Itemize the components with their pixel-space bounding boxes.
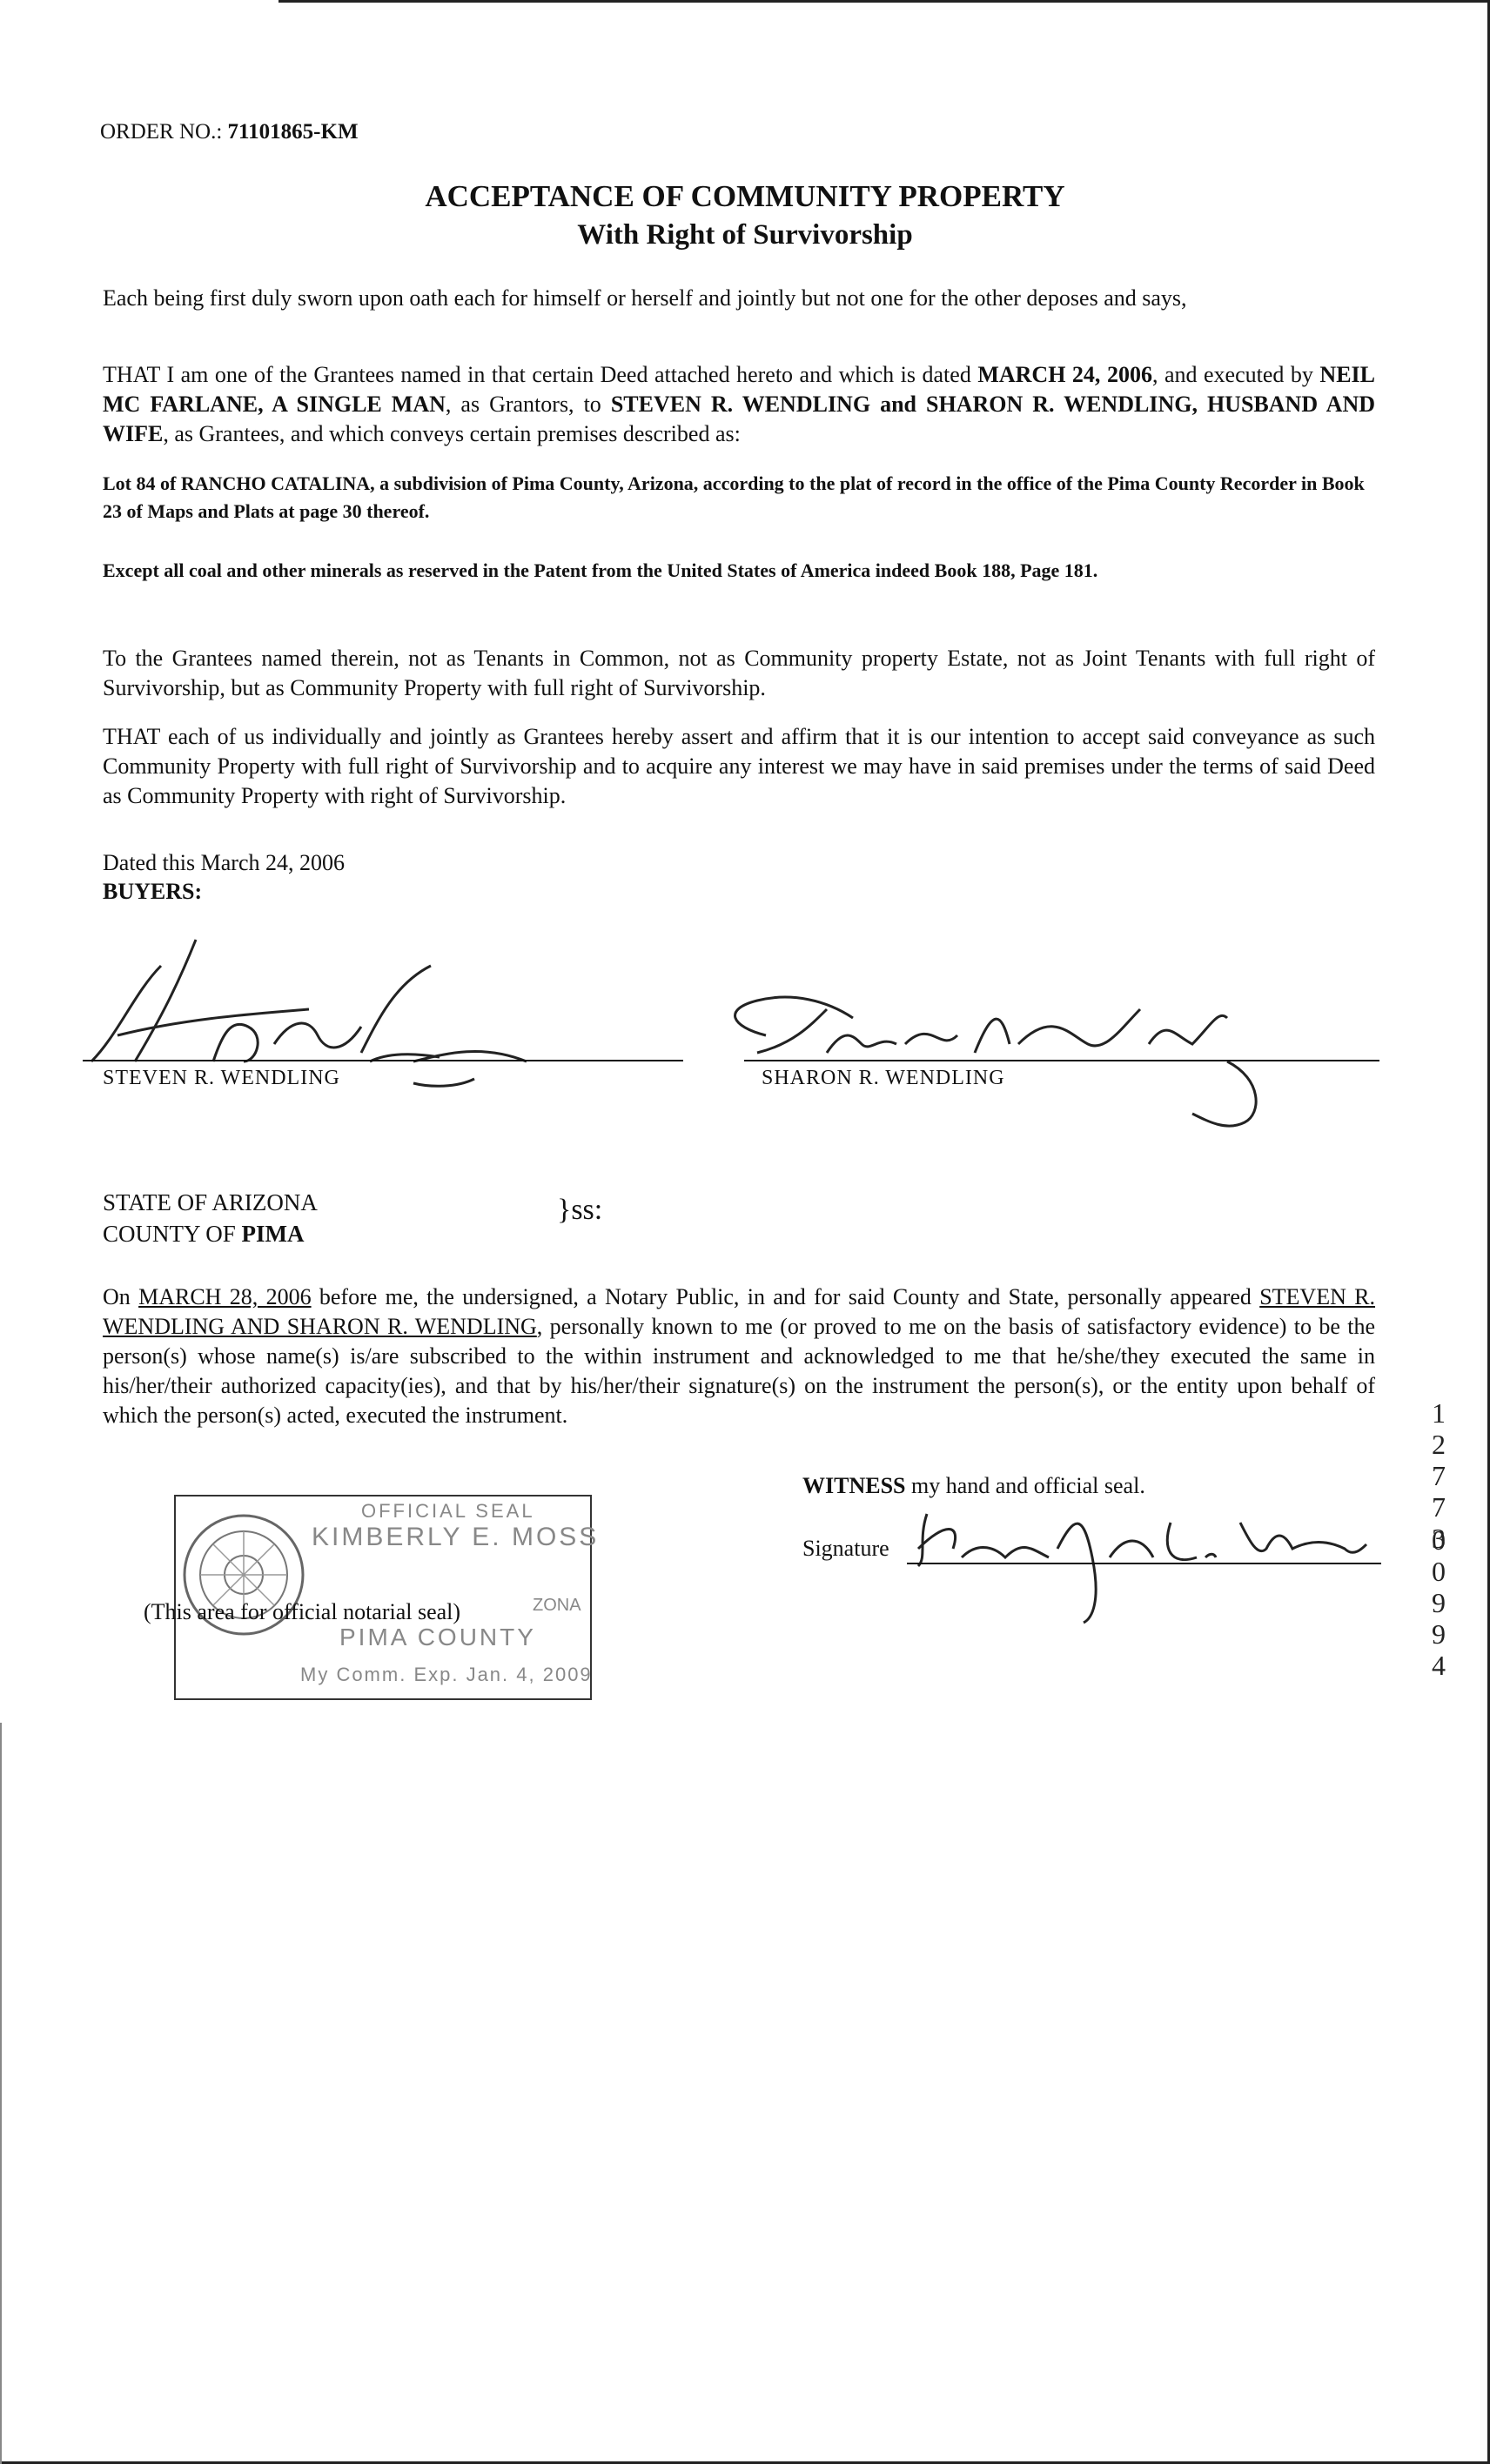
venue-block — [103, 1187, 318, 1249]
deed-paragraph — [103, 360, 1375, 449]
grantors: NEIL MC FARLANE, A SINGLE MAN — [103, 362, 1375, 417]
mineral-exception: Except all coal and other minerals as reserved in the Patent from the United States of America indeed Book 188, Page 181. — [103, 559, 1098, 581]
deed-text-a: THAT I am one of the Grantees named in that certain Deed attached hereto and which is dated — [103, 362, 978, 387]
stamp-commission-expiry: My Comm. Exp. Jan. 4, 2009 — [300, 1664, 593, 1685]
notary-acknowledgment — [103, 1282, 1375, 1430]
deed-text-b: , and executed by — [1151, 362, 1320, 387]
notary-date: MARCH 28, 2006 — [138, 1284, 312, 1309]
notary-text-a: On — [103, 1284, 139, 1309]
county-label: COUNTY OF — [103, 1221, 242, 1247]
deed-text-c: , as Grantors, to — [445, 392, 611, 417]
witness-line — [802, 1473, 1145, 1499]
deed-text-d: , as Grantees, and which conveys certain premises described as: — [163, 421, 741, 446]
venue-county — [103, 1218, 318, 1249]
page-border-left — [0, 1723, 2, 2464]
buyer2-signature-line — [744, 1060, 1379, 1061]
order-value: 71101865-KM — [227, 120, 359, 144]
document-subtitle: With Right of Survivorship — [577, 219, 913, 251]
notary-text-b: before me, the undersigned, a Notary Public, in and for said County and State, personally appeared — [311, 1284, 1260, 1309]
tenancy-paragraph: To the Grantees named therein, not as Tenants in Common, not as Community property Estate, not as Joint Tenants with full right of Survivorship, but as Community Property with full right of Survivorship. — [103, 646, 1375, 700]
county-value: PIMA — [241, 1221, 305, 1247]
buyers-label: BUYERS: — [103, 879, 203, 904]
notary-signature — [909, 1496, 1379, 1627]
stamp-county: PIMA COUNTY — [339, 1624, 536, 1650]
notary-signature-label: Signature — [802, 1536, 889, 1561]
grantees: STEVEN R. WENDLING and SHARON R. WENDLING, HUSBAND AND WIFE — [103, 392, 1376, 446]
recording-number-bottom-text: 00994 — [1423, 1524, 1454, 1681]
buyer2-signature — [705, 957, 1279, 1140]
buyer2-name: SHARON R. WENDLING — [762, 1067, 1005, 1089]
stamp-official-seal: OFFICIAL SEAL — [361, 1500, 535, 1522]
legal-description: Lot 84 of RANCHO CATALINA, a subdivision of Pima County, Arizona, according to the plat of record in the office of the Pima County Recorder in Book 23 of Maps and Plats at page 30 thereof. — [103, 472, 1365, 522]
deed-date: MARCH 24, 2006 — [977, 362, 1152, 387]
notary-text-c: , personally known to me (or proved to me on the basis of satisfactory evidence) to be the person(s) whose name(s) is/are subscribed to the within instrument and acknowledged to me that he/she/they executed the same in his/her/their authorized capacity(ies), and that by his/her/their signature(s) on the instrument the person(s), or the entity upon behalf of which the person(s) acted, executed the instrument. — [103, 1314, 1376, 1428]
notary-names: STEVEN R. WENDLING AND SHARON R. WENDLING — [103, 1284, 1376, 1339]
order-number — [100, 120, 359, 144]
venue-state: STATE OF ARIZONA — [103, 1189, 318, 1215]
witness-text: my hand and official seal. — [905, 1473, 1145, 1498]
recording-number-top-text: 12773 — [1423, 1397, 1454, 1554]
dated-line: Dated this March 24, 2006 — [103, 850, 346, 875]
buyer1-signature-line — [83, 1060, 683, 1061]
ss-bracket: }ss: — [557, 1194, 603, 1226]
recording-number-bottom — [1423, 1524, 1454, 1684]
order-label: ORDER NO.: — [100, 120, 223, 144]
oath-paragraph: Each being first duly sworn upon oath each for himself or herself and jointly but not one for the other deposes and says, — [103, 285, 1187, 311]
stamp-state-fragment: ZONA — [533, 1596, 581, 1615]
affirmation-paragraph: THAT each of us individually and jointly as Grantees hereby assert and affirm that it is our intention to accept said conveyance as such Community Property with full right of Survivorship and to acquire any interest we may have in said premises under the terms of said Deed as Community Property with right of Survivorship. — [103, 724, 1375, 808]
seal-area-label: (This area for official notarial seal) — [144, 1599, 461, 1624]
stamp-notary-name: KIMBERLY E. MOSS — [312, 1523, 600, 1551]
buyer1-name: STEVEN R. WENDLING — [103, 1067, 340, 1089]
notary-signature-line — [907, 1563, 1381, 1564]
page-border-top — [279, 0, 1490, 3]
witness-label: WITNESS — [802, 1473, 906, 1498]
document-title: ACCEPTANCE OF COMMUNITY PROPERTY — [425, 179, 1065, 213]
